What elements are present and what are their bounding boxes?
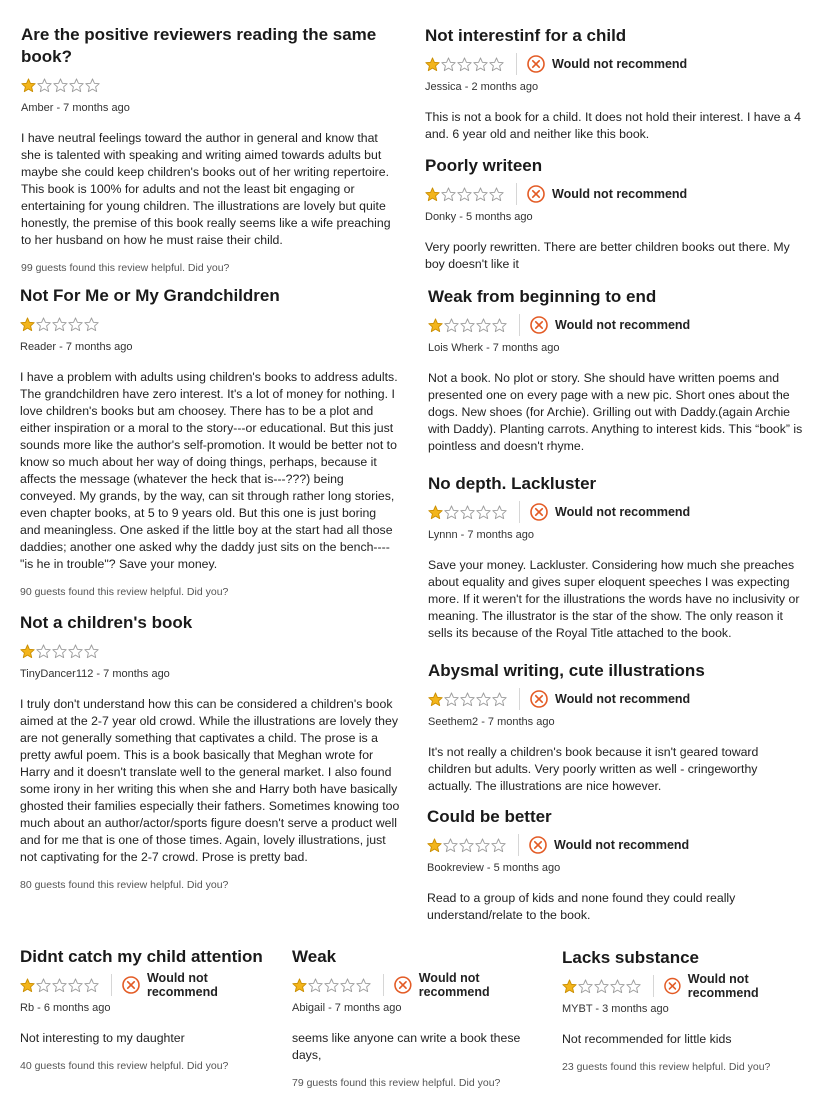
review-card [425,155,807,273]
star-rating [20,644,99,659]
rating-divider [516,183,517,205]
recommendation-badge [527,185,687,203]
review-title: Lacks substance [562,948,700,967]
star-filled-icon [21,78,36,93]
review-title: Are the positive reviewers reading the same book? [21,25,377,66]
review-body: seems like anyone can write a book these days, [292,1031,521,1062]
rating-row [428,501,804,523]
rating-row [20,313,400,335]
star-rating [428,318,507,333]
star-filled-icon [20,644,35,659]
review-body: Very poorly rewritten. There are better children books out there. My boy doesn't like it [425,240,790,271]
rating-divider [653,975,654,997]
review-body: Not interesting to my daughter [20,1031,185,1045]
star-empty-icon [443,838,458,853]
review-body: I truly don't understand how this can be considered a children's book aimed at the 2-7 year old crowd. While the illustrations are lovely they are not generally something that captivates a child. The prose is a pretty awful poem. This is a book basically that Meghan wrote for Harry and it doesn't translate well to the general market. I also found some irony in her writing this when she and Harry both have basically ghosted their families especially their fathers. Sometimes knowing too much about an author/actor/sports figure doesn't serve a product well and for me that is one of those times. Again, lovely illustrations, just not captivating for the 2-7 crowd. Prose is pretty bad. [20,697,400,864]
review-title: Could be better [427,807,552,826]
star-empty-icon [84,317,99,332]
recommendation-text: Would not recommend [687,972,759,1000]
x-circle-icon [527,55,545,73]
review-author-date: Amber - 7 months ago [21,102,130,114]
rating-row [20,640,400,662]
star-empty-icon [460,505,475,520]
star-empty-icon [36,978,51,993]
recommendation-text: Would not recommend [555,318,691,332]
x-circle-icon [530,316,548,334]
star-filled-icon [428,692,443,707]
x-circle-icon [527,185,545,203]
star-empty-icon [473,57,488,72]
recommendation-badge [394,971,552,999]
review-author-date: Donky - 5 months ago [425,211,533,223]
star-empty-icon [53,78,68,93]
star-empty-icon [36,644,51,659]
star-empty-icon [444,692,459,707]
star-empty-icon [476,692,491,707]
review-title: Not a children's book [20,613,193,632]
star-empty-icon [457,187,472,202]
helpful-prompt[interactable]: 80 guests found this review helpful. Did you? [20,879,229,891]
review-card [428,286,804,455]
star-filled-icon [425,187,440,202]
recommendation-badge [530,316,690,334]
star-empty-icon [476,505,491,520]
review-card [428,473,804,642]
rating-row [562,972,814,1000]
review-author-date: Lynnn - 7 months ago [428,529,534,541]
rating-row [428,688,804,710]
x-circle-icon [530,503,548,521]
review-card [428,660,804,795]
rating-divider [519,314,520,336]
star-filled-icon [20,978,35,993]
review-title: No depth. Lackluster [428,474,597,493]
review-title: Weak from beginning to end [428,287,657,306]
recommendation-badge [664,972,814,1000]
star-empty-icon [52,978,67,993]
star-filled-icon [20,317,35,332]
rating-row [425,53,807,75]
review-card [20,612,400,892]
star-rating [292,978,371,993]
recommendation-badge [529,836,689,854]
star-empty-icon [460,692,475,707]
rating-row [428,314,804,336]
star-empty-icon [85,78,100,93]
review-author-date: Rb - 6 months ago [20,1002,111,1014]
review-author-date: Seethem2 - 7 months ago [428,716,555,728]
review-title: Poorly writeen [425,156,543,175]
star-rating [425,187,504,202]
review-title: Didnt catch my child attention [20,947,263,966]
review-title: Weak [292,947,337,966]
recommendation-text: Would not recommend [555,692,691,706]
review-card [425,25,807,143]
review-card [292,946,552,1090]
star-rating [425,57,504,72]
star-filled-icon [562,979,577,994]
star-rating [428,505,507,520]
star-empty-icon [84,644,99,659]
review-author-date: Reader - 7 months ago [20,341,133,353]
star-empty-icon [489,187,504,202]
recommendation-badge [530,503,690,521]
review-body: Not a book. No plot or story. She should have written poems and presented one on every page with a new pic. Short ones about the dogs. New shoes (for Archie). Grilling out with Daddy.(again Archie with Daddy). Planting carrots. Anything to interest kids. This “book” is pointless and doesn't rhyme. [428,371,803,453]
star-empty-icon [473,187,488,202]
rating-row [20,971,282,999]
review-title: Abysmal writing, cute illustrations [428,661,705,680]
recommendation-text: Would not recommend [555,505,691,519]
recommendation-text: Would not recommend [554,838,690,852]
review-body: I have neutral feelings toward the author in general and know that she is talented with speaking and writing aimed towards adults but maybe she could keep children's books out of her writing repertoire. This book is 100% for adults and not the least bit engaging or entertaining for young children. The illustrations are lovely but quite honestly, the premise of this book really seems like a wife preaching to her husband on how he must raise their child. [21,131,391,247]
review-author-date: MYBT - 3 months ago [562,1003,669,1015]
review-card [20,946,282,1073]
star-empty-icon [68,978,83,993]
star-empty-icon [441,57,456,72]
star-empty-icon [489,57,504,72]
review-card [20,285,400,599]
star-filled-icon [425,57,440,72]
star-empty-icon [610,979,625,994]
star-empty-icon [37,78,52,93]
star-rating [562,979,641,994]
review-body: Read to a group of kids and none found they could really understand/relate to the book. [427,891,736,922]
rating-row [21,74,399,96]
rating-divider [518,834,519,856]
recommendation-text: Would not recommend [552,187,688,201]
star-empty-icon [441,187,456,202]
rating-divider [519,501,520,523]
rating-divider [516,53,517,75]
helpful-prompt[interactable]: 79 guests found this review helpful. Did you? [292,1077,501,1089]
rating-row [425,183,807,205]
star-empty-icon [68,644,83,659]
review-title: Not interestinf for a child [425,26,627,45]
review-body: Not recommended for little kids [562,1032,732,1046]
star-rating [20,978,99,993]
x-circle-icon [664,977,681,995]
star-empty-icon [492,505,507,520]
review-author-date: Bookreview - 5 months ago [427,862,561,874]
star-filled-icon [427,838,442,853]
review-author-date: Jessica - 2 months ago [425,81,539,93]
rating-divider [111,974,112,996]
star-empty-icon [457,57,472,72]
recommendation-text: Would not recommend [146,971,218,999]
review-card [427,806,805,924]
helpful-prompt[interactable]: 23 guests found this review helpful. Did you? [562,1061,771,1073]
helpful-prompt[interactable]: 40 guests found this review helpful. Did you? [20,1060,229,1072]
x-circle-icon [529,836,547,854]
star-empty-icon [308,978,323,993]
star-empty-icon [594,979,609,994]
rating-row [427,834,805,856]
recommendation-badge [122,971,282,999]
recommendation-text: Would not recommend [552,57,688,71]
star-filled-icon [428,318,443,333]
star-empty-icon [340,978,355,993]
star-empty-icon [460,318,475,333]
x-circle-icon [530,690,548,708]
star-empty-icon [475,838,490,853]
star-empty-icon [36,317,51,332]
star-rating [20,317,99,332]
helpful-prompt[interactable]: 99 guests found this review helpful. Did you? [21,262,230,274]
review-body: Save your money. Lackluster. Considering how much she preaches about equality and gives super eloquent speeches I was expecting more. If it weren't for the illustrations the words have no inclusivity or meaning. The illustrator is the star of the show. The only reason it sells its because of the Royal Title attached to the book. [428,558,800,640]
star-empty-icon [444,505,459,520]
star-empty-icon [444,318,459,333]
star-filled-icon [292,978,307,993]
star-empty-icon [52,644,67,659]
star-rating [427,838,506,853]
helpful-prompt[interactable]: 90 guests found this review helpful. Did you? [20,586,229,598]
recommendation-badge [530,690,690,708]
star-empty-icon [459,838,474,853]
rating-divider [383,974,384,996]
rating-row [292,971,552,999]
review-author-date: Lois Wherk - 7 months ago [428,342,560,354]
review-card [562,947,814,1074]
star-empty-icon [69,78,84,93]
review-title: Not For Me or My Grandchildren [20,286,280,305]
star-empty-icon [491,838,506,853]
star-rating [428,692,507,707]
star-empty-icon [324,978,339,993]
review-body: I have a problem with adults using children's books to address adults. The grandchildren have zero interest. It's a lot of money for nothing. I love children's books but am choosey. There has to be a plot and either inspiration or a moral to the story---or educational. But this just sounds more like the author's self-promotion. It would be better not to know so much about her way of doing things, perhaps, because it affects the message (whatever the heck that is---???) being conveyed. My grands, by the way, can sit through rather long stories, even chapter books, at 5 to 9 years old. But this one is just boring and meaningless. One asked if the little boy at the start had all those daddies; another one asked why the daddy just sits on the bench----"is he in trouble"? Save your money. [20,370,398,571]
review-body: This is not a book for a child. It does not hold their interest. I have a 4 and. 6 year old and neither like this book. [425,110,801,141]
star-empty-icon [356,978,371,993]
star-empty-icon [84,978,99,993]
recommendation-badge [527,55,687,73]
review-author-date: TinyDancer112 - 7 months ago [20,668,170,680]
review-body: It's not really a children's book because it isn't geared toward children but adults. Very poorly written as well - cringeworthy actually. The illustrations are nice however. [428,745,759,793]
x-circle-icon [394,976,412,994]
star-empty-icon [492,692,507,707]
star-empty-icon [68,317,83,332]
recommendation-text: Would not recommend [418,971,490,999]
star-empty-icon [476,318,491,333]
rating-divider [519,688,520,710]
star-empty-icon [492,318,507,333]
x-circle-icon [122,976,140,994]
review-author-date: Abigail - 7 months ago [292,1002,402,1014]
review-card [21,24,399,275]
star-empty-icon [52,317,67,332]
star-empty-icon [578,979,593,994]
star-empty-icon [626,979,641,994]
star-rating [21,78,100,93]
star-filled-icon [428,505,443,520]
